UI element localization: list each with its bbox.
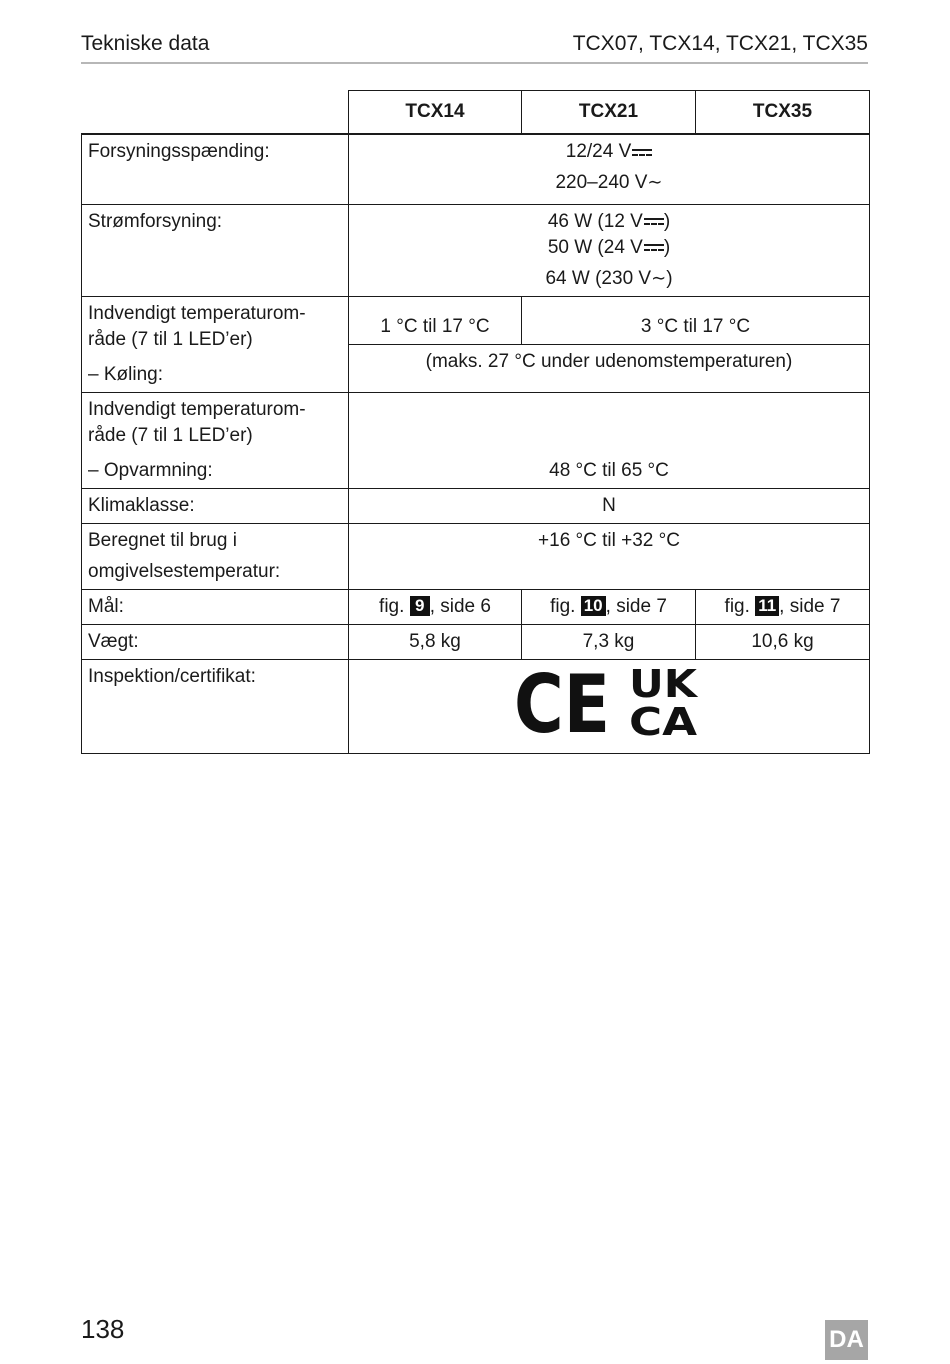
figure-number-badge: 9	[410, 596, 430, 616]
dimensions-tcx14: fig. 9 , side 6	[349, 589, 522, 624]
power-supply-value: 46 W (12 V ) 50 W (24 V ) 64 W (230 V∼)	[349, 204, 870, 296]
table-row-dimensions	[82, 589, 870, 624]
weight-tcx21: 7,3 kg	[522, 624, 696, 659]
ce-ukca-marks-icon	[514, 666, 704, 738]
dimensions-tcx21: fig. 10 , side 7	[522, 589, 696, 624]
table-row-weight	[82, 624, 870, 659]
weight-tcx14: 5,8 kg	[349, 624, 522, 659]
row-label: Indvendigt temperaturom- råde (7 til 1 LED’er) – Opvarmning:	[82, 392, 349, 488]
row-label: Mål:	[82, 589, 349, 624]
cooling-note: (maks. 27 °C under udenomstemperaturen)	[349, 344, 870, 392]
ukca-top-icon: UK	[629, 666, 699, 706]
row-label: Vægt:	[82, 624, 349, 659]
figure-number-badge: 10	[581, 596, 606, 616]
column-header-tcx21: TCX21	[522, 91, 696, 135]
row-label: Inspektion/certifikat:	[82, 659, 349, 753]
row-label: Indvendigt temperaturom- råde (7 til 1 LED’er) – Køling:	[82, 296, 349, 392]
model-list: TCX07, TCX14, TCX21, TCX35	[572, 32, 868, 55]
table-row-climate-class	[82, 488, 870, 523]
cooling-tcx21-tcx35: 3 °C til 17 °C	[522, 296, 870, 344]
figure-number-badge: 11	[755, 596, 779, 616]
climate-class-value: N	[349, 488, 870, 523]
cooling-tcx14: 1 °C til 17 °C	[349, 296, 522, 344]
row-label: Klimaklasse:	[82, 488, 349, 523]
ac-symbol-icon: ∼	[647, 172, 663, 192]
column-header-tcx14: TCX14	[349, 91, 522, 135]
language-tab: DA	[825, 1320, 868, 1360]
ukca-bottom-icon: CA	[629, 700, 698, 738]
dimensions-tcx35: fig. 11 , side 7	[696, 589, 870, 624]
table-row-power-supply	[82, 204, 870, 296]
column-header-tcx35: TCX35	[696, 91, 870, 135]
page-header	[81, 30, 868, 64]
empty-corner-cell	[82, 91, 349, 135]
table-header-row	[82, 91, 870, 135]
section-title: Tekniske data	[81, 32, 210, 55]
supply-voltage-value: 12/24 V 220–240 V∼	[349, 134, 870, 204]
table-row-ambient	[82, 523, 870, 589]
table-row-inspection	[82, 659, 870, 753]
ac-symbol-icon: ∼	[651, 267, 667, 288]
dc-symbol-icon	[644, 242, 664, 252]
ce-mark-icon: CE	[514, 666, 610, 738]
dc-symbol-icon	[644, 216, 664, 226]
table-row-cooling	[82, 296, 870, 344]
weight-tcx35: 10,6 kg	[696, 624, 870, 659]
page-number: 138	[81, 1314, 125, 1344]
certification-marks	[349, 659, 870, 753]
row-label: Beregnet til brug i omgivelsestemperatur:	[82, 523, 349, 589]
row-label: Strømforsyning:	[82, 204, 349, 296]
technical-data-table	[81, 90, 870, 754]
table-row-supply-voltage	[82, 134, 870, 204]
table-row-heating	[82, 392, 870, 488]
dc-symbol-icon	[632, 147, 652, 157]
heating-value: 48 °C til 65 °C	[349, 392, 870, 488]
row-label: Forsyningsspænding:	[82, 134, 349, 204]
ambient-value: +16 °C til +32 °C	[349, 523, 870, 589]
